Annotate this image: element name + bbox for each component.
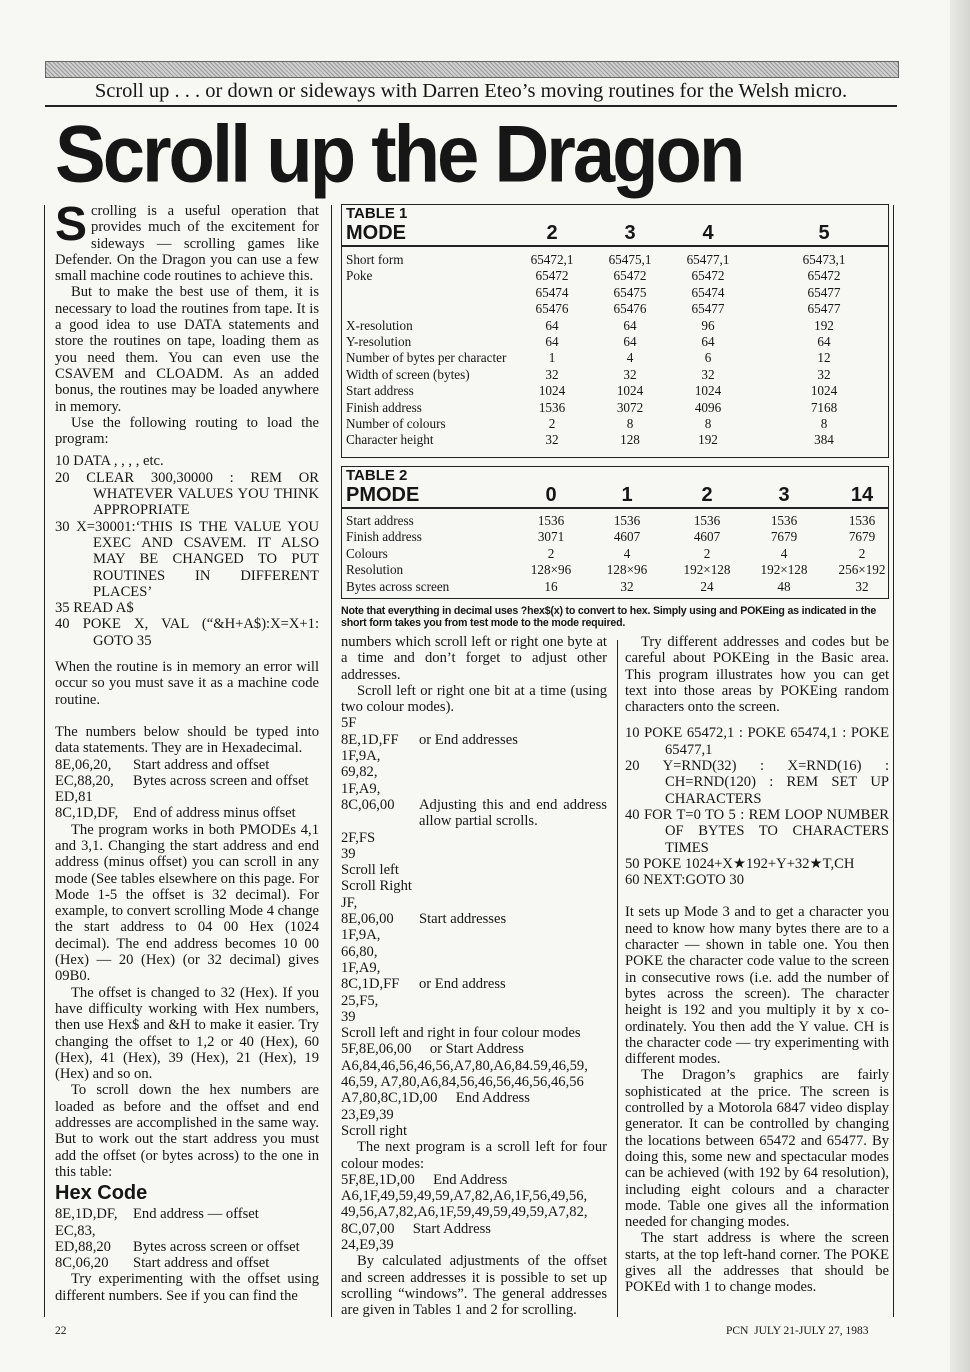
table-cell: 192: [698, 432, 718, 448]
table-cell: 12: [817, 350, 831, 366]
table-cell: 65474: [535, 284, 569, 300]
table-row: [342, 268, 888, 284]
hex-line: [341, 895, 607, 911]
hex-comment: [419, 764, 607, 780]
paragraph: The program works in both PMODEs 4,1 and 3,1. Changing the start address and end address (minus offset) you can scroll in any mode (See tables elsewhere on this page. For Mode 1-5 the offset is 32 decimal). For example, to convert scrolling Mode 4 change the start address to 04 00 Hex (1024 decimal). The end address becomes 10 00 (Hex) — 20 (Hex) (or 32 decimal) gives 09B0.: [55, 821, 319, 985]
hex-line: 8E,06,20, Start address and offset: [55, 756, 270, 773]
table-cell: 32: [545, 432, 559, 448]
paragraph: Try experimenting with the offset using different numbers. See if you can find the: [55, 1271, 319, 1304]
mode-heading: 5: [818, 222, 830, 244]
row-label: Finish address: [346, 399, 422, 415]
hex-code: 1F,9A,: [341, 927, 381, 944]
table-row: [342, 513, 888, 529]
hex-code: 8E,06,00: [341, 911, 394, 928]
table-1: [341, 204, 889, 458]
paragraph: The Dragon’s graphics are fairly sophisticated at the price. The screen is controlled by a Motorola 6847 video display generator. It can be controlled by changing the locations between 65472 and 65477. By doing this, some new and spectacular modes can be achieved (with 192 by 64 resolution), including eight colours and a character mode. Table one gives all the information needed for changing modes.: [625, 1067, 889, 1231]
table-row: [342, 285, 888, 301]
hex-code: 1F,A9,: [341, 780, 381, 797]
row-label: Character height: [346, 432, 434, 448]
table-cell: 4607: [693, 529, 721, 545]
hex-comment: or End address: [419, 976, 506, 993]
left-rule: [44, 205, 45, 1317]
table-cell: 2: [703, 545, 711, 561]
hex-line: [341, 846, 607, 862]
code-line: 60 NEXT:GOTO 30: [625, 872, 744, 889]
pmode-heading: 3: [778, 484, 790, 506]
table-cell: 4607: [613, 529, 641, 545]
table-cell: 65475: [613, 284, 647, 300]
row-label: X-resolution: [346, 317, 413, 333]
table-cell: 1024: [810, 383, 838, 399]
table-cell: 32: [701, 366, 715, 382]
table-cell: 32: [545, 366, 559, 382]
hex-code: 39: [341, 1008, 356, 1025]
paragraph: Scroll left or right one bit at a time (using two colour modes).: [341, 682, 607, 716]
table-note: Note that everything in decimal uses ?hex$(x) to convert to hex. Simply using and POKEing as indicated in the short form takes you from test mode to the mode required.: [341, 605, 877, 629]
hex-code: 2F,FS: [341, 829, 376, 846]
page-number: 22: [55, 1325, 67, 1337]
table-row: [342, 350, 888, 366]
table-cell: 65476: [535, 301, 569, 317]
pmode-heading: 0: [545, 484, 557, 506]
table-cell: 65476: [613, 301, 647, 317]
hex-line: 8E,1D,DF, End address — offset: [55, 1206, 259, 1223]
hex-line: [341, 797, 607, 830]
hex-code: 69,82,: [341, 764, 378, 781]
issue-line: PCN JULY 21-JULY 27, 1983: [726, 1325, 869, 1337]
column-rule-2: [617, 640, 618, 1317]
table-cell: 32: [855, 578, 869, 594]
table-cell: 4: [780, 545, 788, 561]
table-cell: 65472: [691, 268, 725, 284]
paragraph: The offset is changed to 32 (Hex). If you have difficulty working with Hex numbers, then use Hex$ and &H to make it easier. Try changing the offset to 1,2 or 40 (Hex), 60 (Hex), 41 (Hex), 39 (Hex), 21 (Hex), 19 (Hex) and so on.: [55, 984, 319, 1083]
table-title: TABLE 1: [346, 205, 408, 222]
code-line: 20 CLEAR 300,30000 : REM OR WHATEVER VALUES YOU THINK APPROPRIATE: [55, 469, 319, 519]
table-cell: 1024: [616, 383, 644, 399]
row-label: Number of colours: [346, 416, 446, 431]
paragraph: But to make the best use of them, it is necessary to load the routines from tape. It is a good idea to use DATA statements and store the routines on tape, loading them as you need them. You can even use the CSAVEM and CLOADM. As an added bonus, the routines may be loaded anywhere in memory.: [55, 284, 319, 415]
hex-line: [341, 764, 607, 780]
hex-code: 1F,A9,: [341, 959, 381, 976]
code-line: 10 POKE 65472,1 : POKE 65474,1 : POKE 65477,1: [625, 725, 889, 758]
hex-line: [341, 927, 607, 943]
table-cell: 192×128: [683, 562, 731, 578]
row-label: Colours: [346, 545, 388, 561]
paragraph: When the routine is in memory an error will occur so you must save it as a machine code routine.: [55, 659, 319, 708]
table-header: MODE: [346, 222, 406, 244]
paragraph: The start address is where the screen starts, at the top left-hand corner. The POKE gives all the addresses that should be POKEd with 1 to change modes.: [625, 1230, 889, 1296]
table-cell: 8: [704, 416, 712, 431]
table-cell: 8: [820, 416, 828, 431]
headline: Scroll up the Dragon: [55, 109, 743, 200]
hex-comment: [419, 944, 607, 960]
hex-code: Scroll Right: [341, 878, 412, 895]
hex-line: 5F,8E,06,00 or Start Address: [341, 1041, 524, 1058]
table-cell: 128×96: [530, 562, 572, 578]
table-row: [342, 367, 888, 383]
table-row: [342, 416, 888, 432]
table-row: [342, 579, 888, 595]
hex-comment: [419, 927, 607, 943]
hex-line: [341, 862, 607, 878]
hex-line: 24,E9,39: [341, 1236, 394, 1253]
table-cell: 1536: [537, 513, 565, 528]
table-row: [342, 252, 888, 268]
table-cell: 96: [701, 317, 715, 333]
paragraph: Use the following routing to load the program:: [55, 414, 319, 448]
hex-run: A6,84,46,56,46,56,A7,80,A6,84.59,46,59, 46,59, A7,80,A6,84,56,46,56,46,56,46,56: [341, 1057, 588, 1091]
table-cell: 65477: [807, 301, 841, 317]
row-label: Number of bytes per character: [346, 350, 507, 366]
hex-code: 66,80,: [341, 943, 378, 960]
table-rule: [342, 507, 888, 509]
table-cell: 1536: [770, 513, 798, 528]
hex-line: [341, 732, 607, 748]
mode-heading: 3: [624, 222, 636, 244]
hex-comment: Start addresses: [419, 911, 507, 928]
column-2: [341, 634, 607, 1318]
column-rule-1: [331, 205, 332, 1317]
table-cell: 24: [700, 578, 714, 594]
table-cell: 1: [548, 350, 556, 366]
hex-comment: [419, 878, 607, 894]
table-row: [342, 546, 888, 562]
table-cell: 48: [777, 578, 791, 594]
strapline: Scroll up . . . or down or sideways with Darren Eteo’s moving routines for the Welsh micro.: [45, 77, 897, 107]
hex-comment: [419, 993, 607, 1009]
table-rule: [342, 245, 888, 247]
table-cell: 1024: [538, 383, 566, 399]
table-cell: 65472: [807, 268, 841, 284]
row-label: Width of screen (bytes): [346, 366, 470, 382]
hex-line: 23,E9,39: [341, 1106, 394, 1123]
code-line: 10 DATA , , , , etc.: [55, 453, 164, 470]
table-cell: 65472,1: [530, 252, 574, 267]
table-cell: 1536: [538, 399, 566, 415]
row-label: Y-resolution: [346, 334, 412, 349]
table-cell: 1536: [848, 513, 876, 528]
code-line: 30 X=30001:‘THIS IS THE VALUE YOU EXEC AND CSAVEM. IT ALSO MAY BE CHANGED TO PUT ROUTINES IN DIFFERENT PLACES’: [55, 518, 319, 600]
table-cell: 4: [626, 350, 634, 366]
hex-comment: [419, 960, 607, 976]
table-cell: 65474: [691, 284, 725, 300]
pmode-heading: 14: [850, 484, 874, 506]
table-cell: 16: [544, 578, 558, 594]
table-row: [342, 318, 888, 334]
code-line: 40 POKE X, VAL (“&H+A$):X=X+1: GOTO 35: [55, 616, 319, 649]
hex-run: A6,1F,49,59,49,59,A7,82,A6,1F,56,49,56, 49,56,A7,82,A6,1F,59,49,59,49,59,A7,82,: [341, 1188, 588, 1221]
table-cell: 7679: [848, 529, 876, 545]
table-cell: 4: [623, 545, 631, 561]
table-cell: 1536: [613, 513, 641, 528]
table-row: [342, 529, 888, 545]
code-line: 50 POKE 1024+X★192+Y+32★T,CH: [625, 855, 855, 872]
hex-line: [341, 993, 607, 1009]
hex-line: [341, 830, 607, 846]
table-cell: 64: [817, 334, 831, 349]
hex-line: EC,83,: [55, 1222, 96, 1239]
paragraph: To scroll down the hex numbers are loaded as before and the offset and end addresses are accomplished in the same way. But to work out the start address you must add the offset (or bytes across) to the one in this table:: [55, 1082, 319, 1180]
hex-line: EC,88,20, Bytes across screen and offset: [55, 772, 309, 789]
table-cell: 64: [623, 317, 637, 333]
table-row: [342, 432, 888, 448]
table-cell: 65472: [613, 268, 647, 284]
page-edge: [950, 0, 970, 1372]
hex-line: [341, 715, 607, 731]
pmode-heading: 2: [701, 484, 713, 506]
hex-line: Scroll right: [341, 1122, 408, 1139]
paragraph: Scroll left and right in four colour modes: [341, 1025, 581, 1042]
row-label: Resolution: [346, 562, 404, 578]
drop-cap: S: [55, 198, 88, 251]
right-rule: [893, 205, 894, 1317]
paragraph: The next program is a scroll left for four colour modes:: [341, 1139, 607, 1172]
table-row: [342, 400, 888, 416]
header-hatch-band: [45, 61, 899, 78]
hex-line: 8C,1D,DF, End of address minus offset: [55, 805, 296, 822]
table-cell: 3071: [537, 529, 565, 545]
table-cell: 192×128: [760, 562, 808, 578]
hex-code: 39: [341, 845, 356, 862]
table-row: [342, 383, 888, 399]
paragraph: The numbers below should be typed into data statements. They are in Hexadecimal.: [55, 723, 319, 757]
paragraph: It sets up Mode 3 and to get a character you need to know how many bytes there are to a character — shown in table one. You then POKE the character code value to the screen in consecutive rows (i.e. add the number of bytes across the screen). The character height is 192 and you multiply it by x co-ordinately. You then add the Y value. CH is the character code — try experimenting with different modes.: [625, 904, 889, 1068]
hex-code: JF,: [341, 894, 358, 911]
table-cell: 65477,1: [686, 252, 730, 267]
intro-paragraph: crolling is a useful operation that provides much of the excitement for sideways — scrolling games like Defender. On the Dragon you can use a few small machine code routines to achieve this.: [55, 203, 319, 285]
table-cell: 65477: [807, 284, 841, 300]
hex-comment: [419, 846, 607, 862]
table-cell: 7679: [770, 529, 798, 545]
row-label: Poke: [346, 268, 373, 284]
row-label: Start address: [346, 383, 414, 399]
hex-line: 8C,07,00 Start Address: [341, 1220, 491, 1237]
hex-comment: [419, 781, 607, 797]
paragraph: By calculated adjustments of the offset and screen addresses it is possible to set up scrolling “windows”. The general addresses are given in Tables 1 and 2 for scrolling.: [341, 1253, 607, 1319]
table-cell: 192: [814, 317, 834, 333]
table-cell: 128×96: [606, 562, 648, 578]
table-cell: 8: [626, 416, 634, 431]
table-cell: 2: [548, 416, 556, 431]
table-row: [342, 301, 888, 317]
table-cell: 64: [545, 334, 559, 349]
table-cell: 256×192: [838, 562, 886, 578]
table-cell: 65475,1: [608, 252, 652, 267]
table-cell: 4096: [694, 399, 722, 415]
hex-line: [341, 960, 607, 976]
hex-code: 5F: [341, 715, 357, 732]
table-cell: 32: [817, 366, 831, 382]
hex-line: [341, 911, 607, 927]
hex-comment: [419, 1009, 607, 1025]
hex-comment: [419, 862, 607, 878]
row-label: Finish address: [346, 529, 422, 545]
hex-line: [341, 878, 607, 894]
hex-line: [341, 748, 607, 764]
hex-line: [341, 944, 607, 960]
hex-comment: [419, 748, 607, 764]
column-1: [55, 198, 319, 1304]
pmode-heading: 1: [621, 484, 633, 506]
hex-line: A7,80,8C,1D,00 End Address: [341, 1090, 530, 1107]
table-cell: 65477: [691, 301, 725, 317]
code-line: 35 READ A$: [55, 600, 134, 617]
hex-comment: [419, 715, 607, 731]
hex-code: 25,F5,: [341, 992, 379, 1009]
row-label: Short form: [346, 252, 404, 267]
table-cell: 128: [620, 432, 640, 448]
hex-line: [341, 1009, 607, 1025]
table-cell: 65472: [535, 268, 569, 284]
hex-comment: Adjusting this and end address allow partial scrolls.: [419, 796, 607, 830]
table-cell: 32: [623, 366, 637, 382]
mode-heading: 4: [702, 222, 714, 244]
hex-comment: or End addresses: [419, 731, 518, 748]
hex-comment: [419, 830, 607, 846]
table-cell: 3072: [616, 399, 644, 415]
table-row: [342, 562, 888, 578]
hex-line: 5F,8E,1D,00 End Address: [341, 1171, 508, 1188]
subheading: Hex Code: [55, 1182, 148, 1205]
code-line: 20 Y=RND(32) : X=RND(16) : CH=RND(120) : REM SET UP CHARACTERS: [625, 758, 889, 807]
hex-code: 8C,06,00: [341, 796, 395, 813]
table-cell: 1536: [693, 513, 721, 528]
table-cell: 32: [620, 578, 634, 594]
hex-line: ED,81: [55, 789, 93, 806]
paragraph: Try different addresses and codes but be careful about POKEing in the Basic area. This program illustrates how you can get text into those areas by POKEing random characters onto the screen.: [625, 634, 889, 716]
table-row: [342, 334, 888, 350]
table-cell: 6: [704, 350, 712, 366]
hex-code: 8E,1D,FF: [341, 731, 399, 748]
hex-code: Scroll left: [341, 862, 399, 879]
table-cell: 65473,1: [802, 252, 846, 267]
code-line: 40 FOR T=0 TO 5 : REM LOOP NUMBER OF BYTES TO CHARACTERS TIMES: [625, 806, 889, 856]
hex-line: [341, 976, 607, 992]
table-2: [341, 466, 889, 599]
table-title: TABLE 2: [346, 467, 408, 484]
row-label: Start address: [346, 513, 414, 528]
table-cell: 384: [814, 432, 834, 448]
paragraph: numbers which scroll left or right one byte at a time and don’t forget to adjust other addresses.: [341, 634, 607, 683]
table-cell: 64: [623, 334, 637, 349]
column-3: [625, 634, 889, 1296]
hex-comment: [419, 895, 607, 911]
hex-code: 1F,9A,: [341, 748, 381, 765]
table-cell: 64: [545, 317, 559, 333]
hex-line: 8C,06,20 Start address and offset: [55, 1255, 270, 1272]
table-cell: 64: [701, 334, 715, 349]
table-cell: 2: [547, 545, 555, 561]
table-cell: 7168: [810, 399, 838, 415]
hex-line: [341, 781, 607, 797]
table-cell: 2: [858, 545, 866, 561]
table-header: PMODE: [346, 484, 420, 506]
table-cell: 1024: [694, 383, 722, 399]
hex-line: ED,88,20 Bytes across screen or offset: [55, 1238, 300, 1255]
row-label: Bytes across screen: [346, 578, 450, 594]
mode-heading: 2: [546, 222, 558, 244]
hex-code: 8C,1D,FF: [341, 976, 400, 993]
